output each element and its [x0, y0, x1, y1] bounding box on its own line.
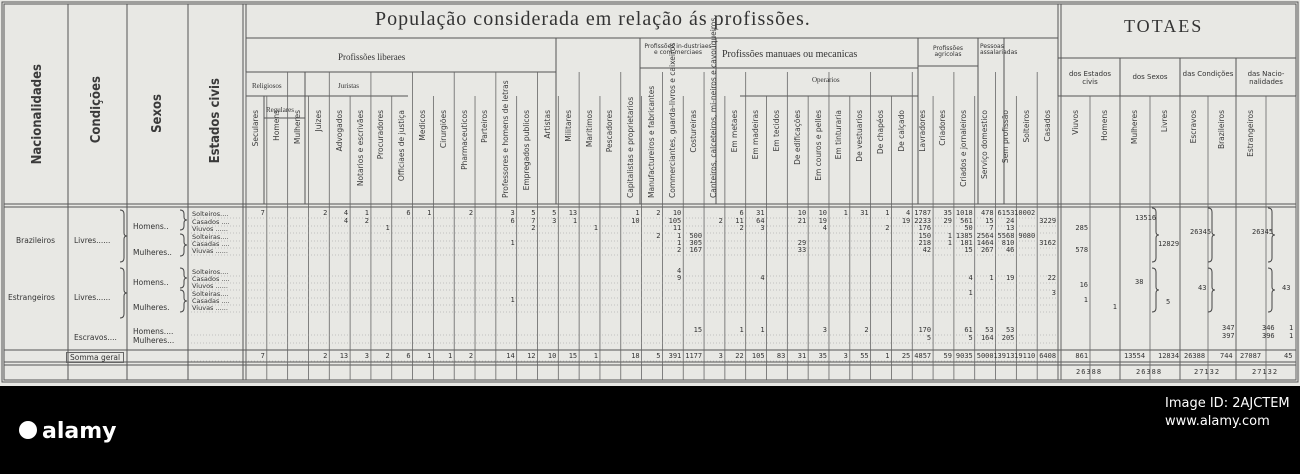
table-cell: 4 — [677, 267, 682, 275]
table-cell: 10 — [797, 209, 807, 217]
table-cell: 3 — [760, 224, 765, 232]
group-by-civil-state: dos Estados civis — [1068, 70, 1112, 86]
table-cell: 53 — [985, 326, 994, 334]
totals-title: TOTAES — [1124, 16, 1204, 36]
table-cell: 4857 — [914, 352, 932, 360]
table-cell: 9080 — [1018, 232, 1036, 240]
column-header: Pharmaceuticos — [459, 110, 469, 170]
civil-state-label: Solteiras.... — [192, 233, 229, 241]
table-cell: 105 — [668, 217, 682, 225]
row-group-brace — [180, 210, 187, 230]
table-cell: 2233 — [914, 217, 932, 225]
table-cell: 35 — [818, 352, 827, 360]
table-cell: 16 — [1079, 281, 1089, 289]
row-men-1: Homens.. — [133, 222, 169, 231]
civil-state-label: Viuvas ...... — [192, 247, 228, 255]
table-cell: 1 — [510, 239, 515, 247]
column-header: Cirurgiões — [438, 110, 448, 149]
civil-state-label: Casados .... — [192, 275, 230, 283]
column-header: Em couros e pelles — [813, 110, 823, 181]
column-header: Homens — [272, 110, 282, 141]
column-header: Homens — [1100, 110, 1109, 141]
table-cell: 3162 — [1039, 239, 1057, 247]
sum-free: 26388 — [1184, 352, 1206, 360]
table-cell: 9 — [677, 274, 682, 282]
total-slaves-cond: 347 — [1222, 324, 1235, 332]
column-header: Notarios e escrivães — [355, 110, 365, 187]
table-cell: 1 — [947, 239, 952, 247]
table-cell: 1 — [885, 209, 890, 217]
total-slaves-foreign-1: 1 — [1289, 324, 1294, 332]
table-cell: 810 — [1001, 239, 1015, 247]
table-cell: 2 — [656, 209, 661, 217]
table-cell: 83 — [776, 352, 786, 360]
table-cell: 2 — [677, 246, 682, 254]
group-religious: Religiosos — [252, 82, 282, 90]
total-slaves-brazil-2: 396 — [1262, 332, 1275, 340]
column-header: Em metaes — [730, 110, 740, 153]
table-cell: 10 — [547, 352, 557, 360]
table-cell: 2 — [385, 352, 390, 360]
group-by-condition: das Condições — [1182, 70, 1234, 78]
table-cell: 861 — [1075, 352, 1089, 360]
column-header: Commerciantes, guarda-livros e caixeiros — [667, 42, 677, 198]
column-header: Medicos — [417, 110, 427, 141]
column-header: Seculares — [251, 110, 261, 147]
table-cell: 1 — [968, 289, 973, 297]
table-cell: 13913 — [993, 352, 1015, 360]
row-free-foreign: Livres...... — [74, 293, 111, 302]
table-cell: 59 — [943, 352, 952, 360]
table-cell: 3 — [1051, 289, 1057, 297]
table-cell: 478 — [980, 209, 994, 217]
column-header: Parteiros — [480, 110, 490, 143]
table-cell: 19 — [901, 217, 911, 225]
table-cell: 176 — [918, 224, 932, 232]
column-header: Em tecidos — [771, 110, 781, 152]
table-cell: 2 — [323, 209, 328, 217]
site-url: www.alamy.com — [1165, 414, 1270, 430]
table-cell: 31 — [860, 209, 869, 217]
table-cell: 170 — [918, 326, 932, 334]
table-cell: 1 — [364, 209, 369, 217]
table-cell: 10 — [672, 209, 682, 217]
table-cell: 4 — [343, 209, 349, 217]
total-brazil-women: 12829 — [1158, 240, 1180, 248]
table-cell: 11 — [672, 224, 682, 232]
table-cell: 6 — [406, 209, 411, 217]
row-group-brace — [120, 210, 127, 262]
table-cell: 21 — [797, 217, 807, 225]
column-header: Pescadores — [605, 110, 615, 153]
column-header: Viuvos — [1070, 110, 1080, 135]
table-cell: 2 — [323, 352, 328, 360]
table-cell: 105 — [751, 352, 765, 360]
table-cell: 12 — [527, 352, 536, 360]
row-group-brace — [120, 268, 127, 318]
row-group-brace — [1208, 268, 1215, 312]
row-group-brace — [1268, 268, 1275, 312]
civil-state-label: Casadas .... — [192, 297, 230, 305]
table-cell: 4 — [822, 224, 827, 232]
table-cell: 10 — [631, 217, 640, 225]
table-cell: 13 — [568, 209, 578, 217]
table-cell: 42 — [922, 246, 932, 254]
table-cell: 1 — [510, 296, 515, 304]
column-header: Militares — [563, 110, 573, 142]
table-cell: 2 — [468, 352, 474, 360]
table-cell: 15 — [964, 246, 973, 254]
table-cell: 10002 — [1014, 209, 1036, 217]
row-group-brace — [180, 290, 187, 312]
column-header: Em tinturaria — [834, 110, 844, 160]
column-header: De chapéos — [876, 110, 886, 155]
total-brazil: 26345 — [1252, 228, 1274, 236]
table-cell: 500 — [689, 232, 703, 240]
grand-nat: 27132 — [1252, 368, 1279, 376]
table-cell: 2 — [864, 326, 869, 334]
table-cell: 3229 — [1039, 217, 1057, 225]
table-cell: 285 — [1075, 224, 1089, 232]
column-header: Professores e homens de letras — [501, 80, 511, 198]
row-group-brace — [1152, 268, 1159, 312]
column-header: Canteiros, calceteiros, mi-neiros e cavouqueiros — [709, 17, 719, 198]
table-cell: 50 — [964, 224, 973, 232]
row-men-2: Homens.. — [133, 278, 169, 287]
civil-state-label: Viuvos ...... — [192, 282, 228, 290]
table-cell: 15 — [568, 352, 578, 360]
table-cell: 7 — [260, 352, 265, 360]
column-header: Advogados — [334, 110, 344, 152]
sum-slaves: 744 — [1220, 352, 1233, 360]
group-jurists: Juristas — [338, 82, 359, 90]
column-header: Mulheres — [1130, 110, 1139, 145]
civil-state-label: Solteiras.... — [192, 290, 229, 298]
table-cell: 1018 — [955, 209, 973, 217]
table-cell: 19 — [1005, 274, 1015, 282]
civil-state-label: Viuvas ...... — [192, 304, 228, 312]
column-header: De vestuarios — [855, 110, 865, 162]
table-cell: 29 — [797, 239, 807, 247]
column-header: Lavradores — [917, 110, 927, 152]
table-cell: 6408 — [1039, 352, 1057, 360]
table-cell: 3 — [364, 352, 369, 360]
group-by-nationality: das Nacio-nalidades — [1247, 70, 1285, 86]
table-cell: 15 — [693, 326, 703, 334]
total-foreign-men: 38 — [1135, 278, 1144, 286]
table-cell: 18 — [631, 352, 640, 360]
group-manual: Profissões manuaes ou mecanicas — [722, 49, 858, 60]
table-cell: 1 — [760, 326, 765, 334]
group-industrial: Profissões in-dustriaes e com-merciaes — [644, 43, 712, 56]
alamy-logo — [14, 404, 134, 454]
table-cell: 25 — [901, 352, 911, 360]
table-cell: 1 — [677, 239, 682, 247]
table-cell: 2 — [468, 209, 474, 217]
table-cell: 1385 — [955, 232, 973, 240]
table-cell: 7 — [531, 217, 536, 225]
column-header: De calçado — [896, 110, 906, 152]
total-foreign-women: 5 — [1166, 298, 1171, 306]
column-header: Maritimos — [584, 110, 594, 148]
group-salaried: Pessoas assalariadas — [980, 43, 1018, 56]
table-cell: 35 — [943, 209, 952, 217]
column-header: Criados e jornaleiros — [959, 110, 969, 187]
header-conditions: Condições — [89, 76, 104, 144]
group-by-sex: dos Sexos — [1132, 73, 1168, 81]
row-brazilians: Brazileiros — [16, 236, 56, 245]
group-workers: Operarios — [812, 76, 840, 84]
column-header: De edificações — [792, 110, 802, 165]
table-cell: 3 — [718, 352, 723, 360]
column-header: Estrangeiros — [1246, 110, 1255, 157]
table-cell: 13 — [339, 352, 349, 360]
table-cell: 1 — [843, 209, 848, 217]
column-header: Em madeiras — [751, 110, 761, 160]
total-brazil-men: 13516 — [1135, 214, 1157, 222]
column-header: Procuradores — [376, 110, 386, 160]
row-foreigners: Estrangeiros — [8, 293, 55, 302]
table-cell: 64 — [756, 217, 765, 225]
table-cell: 5568 — [997, 232, 1015, 240]
table-cell: 3 — [552, 217, 557, 225]
table-cell: 33 — [797, 246, 807, 254]
table-cell: 6 — [406, 352, 411, 360]
table-cell: 6 — [510, 217, 515, 225]
sum-brazil: 27087 — [1240, 352, 1262, 360]
column-header: Solteiros — [1021, 110, 1031, 143]
table-cell: 5 — [656, 352, 661, 360]
table-cell: 1 — [947, 232, 952, 240]
svg-text:alamy: alamy — [42, 419, 117, 444]
table-cell: 1 — [427, 352, 432, 360]
civil-state-label: Solteiros.... — [192, 268, 229, 276]
header-civil-states: Estados civis — [208, 78, 223, 164]
group-liberal: Profissões liberaes — [338, 52, 406, 62]
table-cell: 15 — [985, 217, 994, 225]
table-title: População considerada em relação ás profissões. — [375, 8, 811, 30]
table-cell: 167 — [689, 246, 703, 254]
table-cell: 3 — [822, 326, 827, 334]
table-cell: 1 — [677, 232, 682, 240]
table-cell: 5 — [926, 334, 932, 342]
column-header: Mulheres — [293, 110, 303, 145]
table-cell: 6153 — [997, 209, 1015, 217]
table-cell: 5 — [531, 209, 536, 217]
table-cell: 5 — [552, 209, 557, 217]
table-cell: 19110 — [1014, 352, 1036, 360]
column-header: Costureiras — [688, 110, 698, 153]
total-free: 26345 — [1190, 228, 1212, 236]
column-header: Juizes — [313, 110, 323, 132]
sum-foreign: 45 — [1284, 352, 1293, 360]
table-cell: 2 — [739, 224, 744, 232]
table-cell: 11 — [735, 217, 744, 225]
total-foreign-free: 43 — [1198, 284, 1207, 292]
column-header: Empregados publicos — [522, 110, 532, 191]
table-cell: 19 — [818, 217, 827, 225]
row-free-brazil: Livres...... — [74, 236, 111, 245]
row-women-1: Mulheres.. — [133, 248, 172, 257]
table-cell: 7 — [260, 209, 265, 217]
table-cell: 5 — [968, 334, 973, 342]
table-cell: 22 — [735, 352, 744, 360]
grand-sex: 26388 — [1136, 368, 1163, 376]
table-cell: 2564 — [976, 232, 994, 240]
civil-state-label: Casadas .... — [192, 240, 230, 248]
table-cell: 1464 — [976, 239, 994, 247]
grand-cond: 27132 — [1194, 368, 1221, 376]
table-cell: 9035 — [955, 352, 973, 360]
table-cell: 1 — [593, 352, 598, 360]
table-cell: 305 — [689, 239, 703, 247]
civil-state-label: Viuvos ...... — [192, 225, 228, 233]
table-cell: 31 — [797, 352, 807, 360]
row-group-brace — [180, 268, 187, 288]
table-cell: 53 — [1005, 326, 1015, 334]
table-cell: 164 — [980, 334, 994, 342]
table-cell: 14 — [506, 352, 515, 360]
table-cell: 2 — [656, 232, 661, 240]
row-slaves: Escravos.... — [74, 333, 117, 342]
table-cell: 55 — [860, 352, 869, 360]
group-regulars: Regulares — [266, 106, 294, 114]
column-header: Serviço domestico — [980, 110, 990, 179]
table-cell: 1 — [593, 224, 598, 232]
table-cell: 1 — [1083, 296, 1089, 304]
table-cell: 1 — [448, 352, 453, 360]
row-slave-women: Mulheres... — [133, 336, 175, 345]
column-header: Sem profissão — [1000, 110, 1010, 164]
total-slaves-cond-2: 397 — [1222, 332, 1235, 340]
table-cell: 391 — [668, 352, 682, 360]
table-cell: 46 — [1005, 246, 1015, 254]
grand-civil: 26388 — [1076, 368, 1103, 376]
table-cell: 1177 — [685, 352, 703, 360]
table-cell: 4 — [343, 217, 349, 225]
column-header: Artistas — [542, 110, 552, 139]
watermark-logo — [14, 404, 134, 454]
image-id: Image ID: 2AJCTEM — [1165, 396, 1290, 411]
table-cell: 1 — [739, 326, 744, 334]
table-cell: 10 — [818, 209, 827, 217]
table-cell: 1 — [572, 217, 578, 225]
table-cell: 205 — [1001, 334, 1015, 342]
table-cell: 13 — [1005, 224, 1015, 232]
table-cell: 7 — [989, 224, 994, 232]
table-cell: 3 — [510, 209, 515, 217]
table-cell: 2 — [718, 217, 723, 225]
table-cell: 181 — [960, 239, 973, 247]
column-header: Capitalistas e proprietarios — [626, 96, 636, 198]
column-header: Officiaes de justiça — [397, 110, 407, 182]
group-agricultural: Profissões agricolas — [932, 45, 964, 58]
table-cell: 2 — [364, 217, 369, 225]
row-total: Somma geral — [66, 352, 124, 363]
total-slaves-foreign-2: 1 — [1289, 332, 1294, 340]
table-cell: 6 — [739, 209, 744, 217]
table-cell: 561 — [960, 217, 973, 225]
column-header: Livres — [1160, 110, 1169, 133]
header-nationalities: Nacionalidades — [30, 64, 45, 165]
table-cell: 1 — [1112, 303, 1118, 311]
column-header: Escravos — [1189, 110, 1198, 144]
sum-women: 12834 — [1158, 352, 1180, 360]
column-header: Brazileiros — [1217, 110, 1226, 150]
table-cell: 2 — [885, 224, 890, 232]
row-group-brace — [180, 234, 187, 256]
table-cell: 22 — [1047, 274, 1057, 282]
table-cell: 4 — [968, 274, 973, 282]
civil-state-label: Solteiros.... — [192, 210, 229, 218]
table-cell: 218 — [918, 239, 932, 247]
table-cell: 1 — [885, 352, 890, 360]
table-cell: 61 — [964, 326, 973, 334]
civil-state-label: Casados .... — [192, 218, 230, 226]
table-cell: 2 — [531, 224, 536, 232]
column-header: Manufactureiros e fabricantes — [647, 85, 656, 198]
table-cell: 5000 — [976, 352, 994, 360]
row-women-2: Mulheres. — [133, 303, 170, 312]
column-header: Criadores — [938, 110, 948, 146]
watermark-info — [1165, 395, 1290, 431]
table-cell: 4 — [760, 274, 765, 282]
table-cell: 1 — [635, 209, 640, 217]
header-sexes: Sexos — [150, 94, 165, 133]
table-cell: 1787 — [914, 209, 932, 217]
column-header: Casados — [1042, 110, 1052, 142]
table-cell: 29 — [943, 217, 952, 225]
table-cell: 150 — [918, 232, 932, 240]
table-cell: 4 — [906, 209, 911, 217]
sum-men: 13554 — [1124, 352, 1146, 360]
total-foreign: 43 — [1282, 284, 1291, 292]
table-cell: 1 — [385, 224, 390, 232]
table-cell: 3 — [843, 352, 848, 360]
table-cell: 24 — [1005, 217, 1015, 225]
table-cell: 31 — [756, 209, 765, 217]
table-cell: 267 — [980, 246, 994, 254]
table-cell: 578 — [1075, 246, 1089, 254]
table-cell: 1 — [989, 274, 994, 282]
row-slave-men: Homens.... — [133, 327, 174, 336]
total-slaves-brazil-1: 346 — [1262, 324, 1275, 332]
table-cell: 1 — [427, 209, 432, 217]
